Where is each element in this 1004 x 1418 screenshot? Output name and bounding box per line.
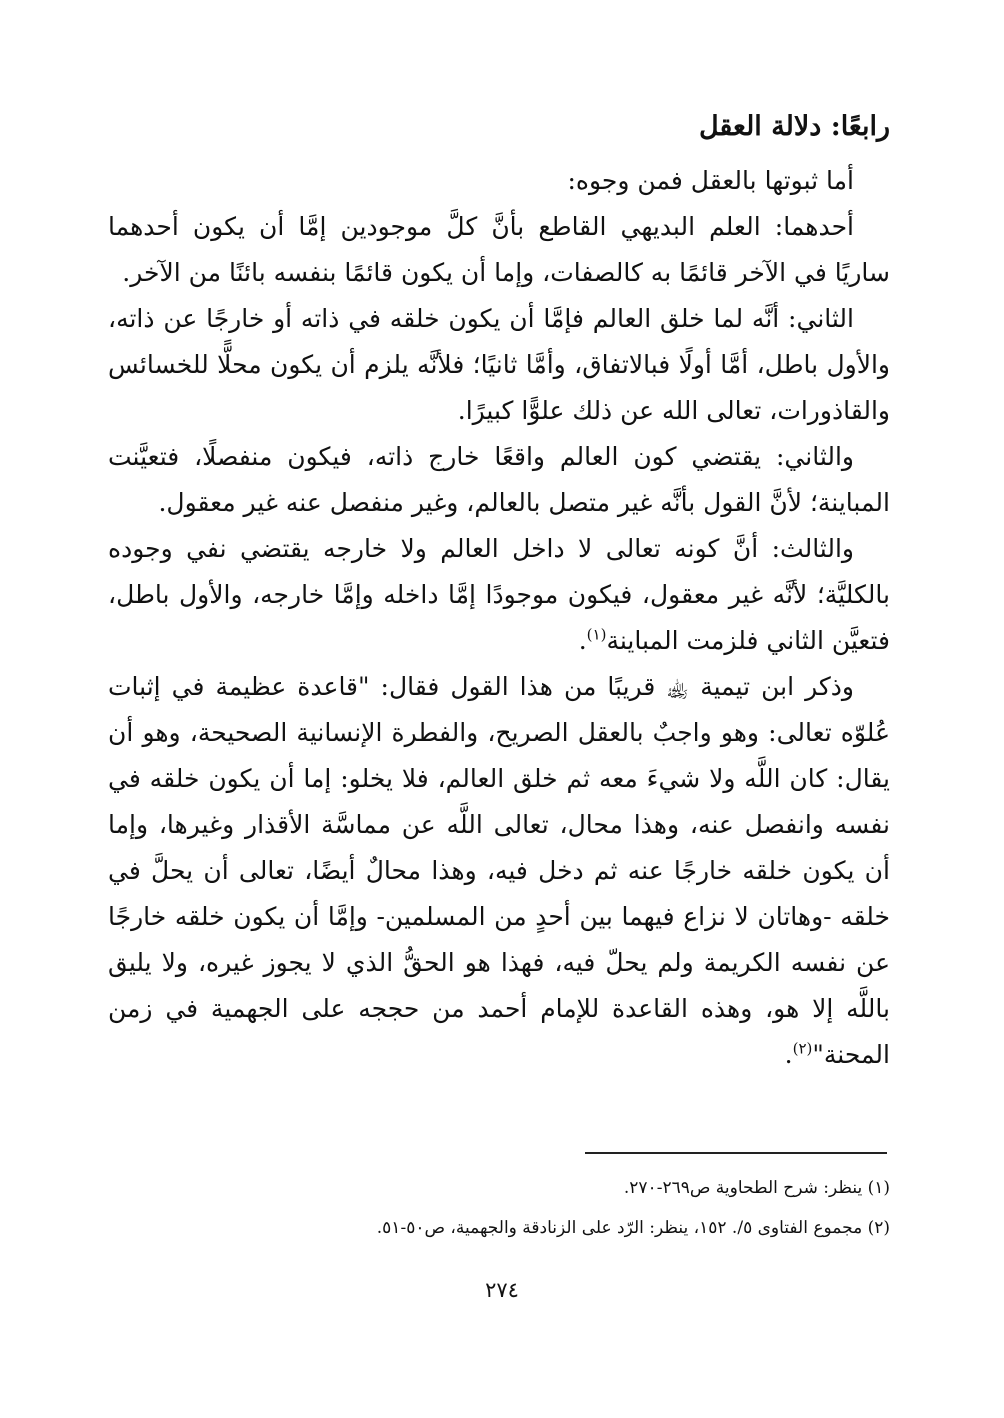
- paragraph-second-continued: والثاني: يقتضي كون العالم واقعًا خارج ذاته، فيكون منفصلًا، فتعيَّنت المباينة؛ لأنَّ القول بأنَّه غير متصل بالعالم، وغير منفصل عنه غير معقول.: [108, 442, 890, 517]
- paragraph-first-aspect: أحدهما: العلم البديهي القاطع بأنَّ كلَّ موجودين إمَّا أن يكون أحدهما ساريًا في الآخر قائمًا به كالصفات، وإما أن يكون قائمًا بنفسه بائنًا من الآخر.: [108, 212, 890, 287]
- paragraph-third-aspect: [108, 526, 890, 664]
- paragraph-third-end: .: [578, 626, 587, 655]
- footnote-separator: [585, 1152, 887, 1154]
- paragraph-ibn-taymiyyah-quote: [108, 664, 890, 1078]
- quote-end: .: [784, 1040, 793, 1069]
- footnotes: [108, 1168, 890, 1248]
- section-heading: رابعًا: دلالة العقل: [698, 111, 890, 142]
- main-text: [108, 96, 890, 1078]
- footnote-1: (١) ينظر: شرح الطحاوية ص٢٦٩-٢٧٠.: [623, 1178, 890, 1198]
- paragraph-second-aspect: الثاني: أنَّه لما خلق العالم فإمَّا أن يكون خلقه في ذاته أو خارجًا عن ذاته، والأول باطل، أمَّا أولًا فبالاتفاق، وأمَّا ثانيًا؛ فلأنَّه يلزم أن يكون محلًّا للخسائس والقاذورات، تعالى الله عن ذلك علوًّا كبيرًا.: [108, 304, 890, 425]
- quote-text: وذكر ابن تيمية ﵀ قريبًا من هذا القول فقال: "قاعدة عظيمة في إثبات عُلوّه تعالى: وهو واجبٌ بالعقل الصريح، والفطرة الإنسانية الصحيحة، وهو أن يقال: كان اللَّه ولا شيءَ معه ثم خلق العالم، فلا يخلو: إما أن يكون خلقه في نفسه وانفصل عنه، وهذا محال، تعالى اللَّه عن مماسَّة الأقذار وغيرها، وإما أن يكون خلقه خارجًا عنه ثم دخل فيه، وهذا محالٌ أيضًا، تعالى أن يحلَّ في خلقه -وهاتان لا نزاع فيهما بين أحدٍ من المسلمين- وإمَّا أن يكون خلقه خارجًا عن نفسه الكريمة ولم يحلّ فيه، فهذا هو الحقُّ الذي لا يجوز غيره، ولا يليق باللَّه إلا هو، وهذه القاعدة للإمام أحمد من حججه على الجهمية في زمن المحنة": [108, 672, 890, 1069]
- footnote-ref-1[interactable]: (١): [586, 625, 607, 644]
- footnote-ref-2[interactable]: (٢): [792, 1039, 813, 1058]
- paragraph-intro: أما ثبوتها بالعقل فمن وجوه:: [567, 166, 854, 195]
- paragraph-third-text: والثالث: أنَّ كونه تعالى لا داخل العالم ولا خارجه يقتضي نفي وجوده بالكليَّة؛ لأنَّه غير معقول، فيكون موجودًا إمَّا داخله وإمَّا خارجه، والأول باطل، فتعيَّن الثاني فلزمت المباينة: [108, 534, 890, 655]
- page-number: ٢٧٤: [485, 1278, 519, 1302]
- footnote-2: (٢) مجموع الفتاوى ٥/. ١٥٢، ينظر: الرّد على الزنادقة والجهمية، ص٥٠-٥١.: [376, 1218, 890, 1238]
